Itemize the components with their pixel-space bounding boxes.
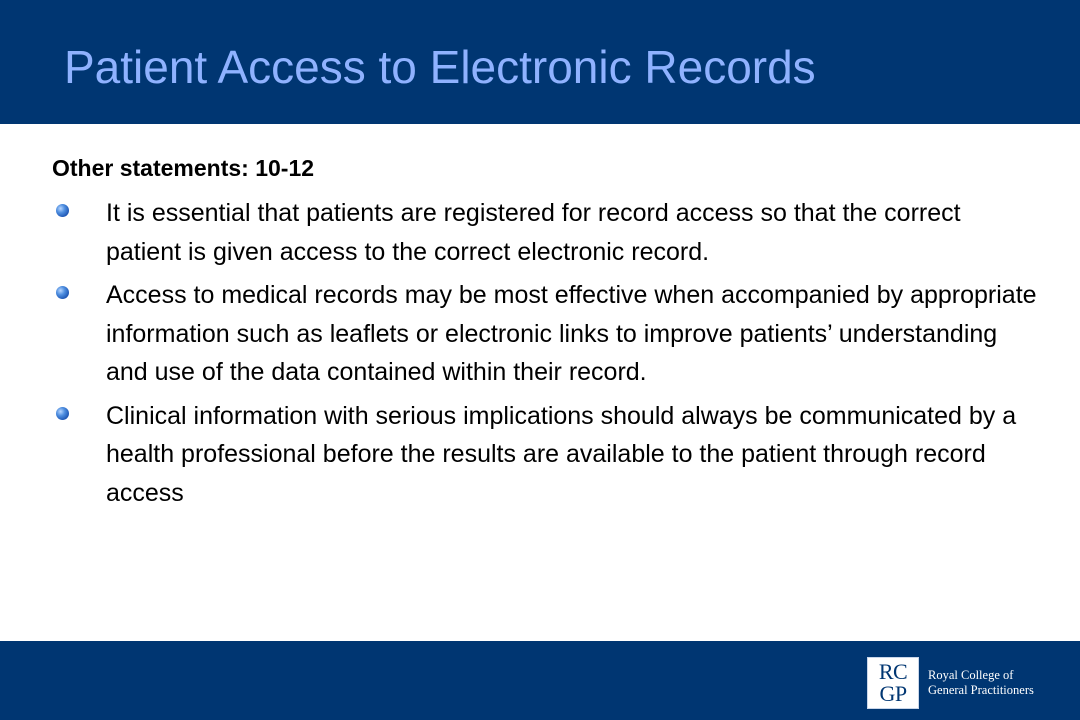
- slide-title: Patient Access to Electronic Records: [64, 41, 816, 93]
- bullet-item: [52, 397, 1042, 513]
- rcgp-logo: [867, 657, 1034, 709]
- bullet-item: [52, 276, 1042, 392]
- logo-mark-line2: GP: [879, 681, 907, 706]
- header-bar: [0, 0, 1080, 124]
- slide-content: [52, 152, 1042, 517]
- bullet-dot-icon: [56, 204, 69, 217]
- bullet-dot-icon: [56, 407, 69, 420]
- bullet-item: [52, 194, 1042, 271]
- subheading: Other statements: 10-12: [52, 155, 315, 181]
- bullet-dot-icon: [56, 286, 69, 299]
- bullet-list: [52, 194, 1042, 512]
- logo-mark-line1: RC: [878, 659, 908, 684]
- bullet-text: It is essential that patients are registered for record access so that the correct patient is given access to the correct electronic record.: [106, 199, 961, 266]
- logo-name-line1: Royal College of: [928, 668, 1014, 682]
- footer-bar: [0, 641, 1080, 720]
- rcgp-logo-name: [928, 668, 1034, 698]
- rcgp-logo-mark: [867, 657, 919, 709]
- bullet-text: Access to medical records may be most effective when accompanied by appropriate information such as leaflets or electronic links to improve patients’ understanding and use of the data contained within their record.: [106, 281, 1037, 386]
- bullet-text: Clinical information with serious implications should always be communicated by a health professional before the results are available to the patient through record access: [106, 401, 1017, 507]
- logo-name-line2: General Practitioners: [928, 683, 1034, 697]
